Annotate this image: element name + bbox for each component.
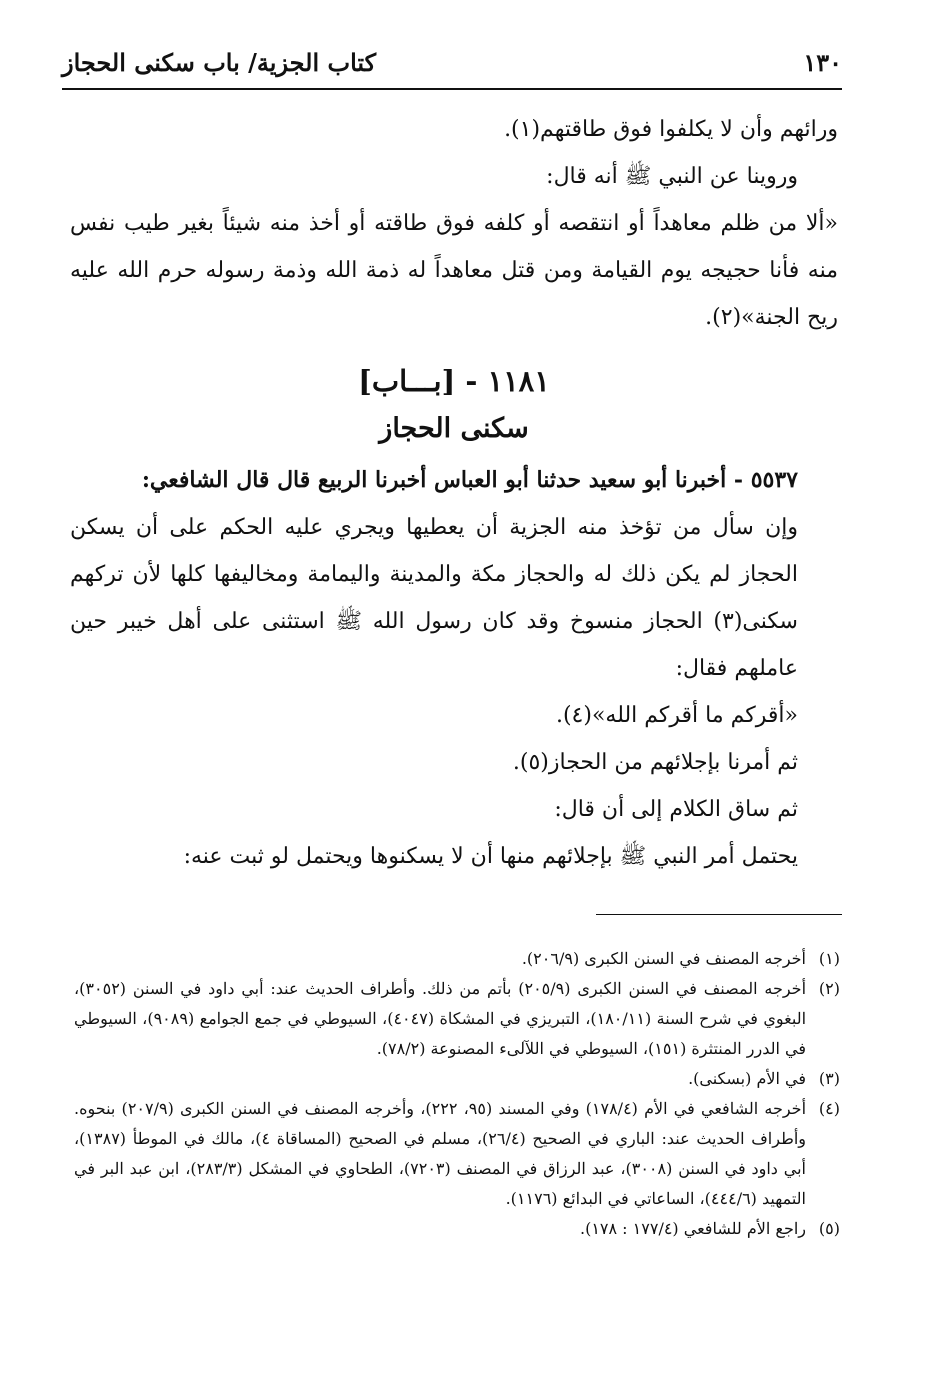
page-number: ١٣٠ xyxy=(803,47,842,77)
chapter-heading: ١١٨١ - [بـــاب] xyxy=(358,364,550,398)
paragraph-1: ورائهم وأن لا يكلفوا فوق طاقتهم(١). xyxy=(504,117,838,142)
footnote-number: (١) xyxy=(818,949,840,968)
paragraph-7: ثم أمرنا بإجلائهم من الحجاز(٥). xyxy=(512,750,798,775)
footnote-number: (٤) xyxy=(818,1099,840,1118)
footnote-text: راجع الأم للشافعي (١٧٧/٤ : ١٧٨). xyxy=(579,1219,806,1238)
paragraph-8: ثم ساق الكلام إلى أن قال: xyxy=(554,797,798,822)
narration-chain: ٥٥٣٧ - أخبرنا أبو سعيد حدثنا أبو العباس أخبرنا الربيع قال قال الشافعي: xyxy=(141,467,798,493)
running-title: كتاب الجزية/ باب سكنى الحجاز xyxy=(62,47,377,77)
header-rule xyxy=(62,88,842,90)
footnote xyxy=(74,944,840,974)
footnote xyxy=(74,1214,840,1244)
chapter-title: سكنى الحجاز xyxy=(379,413,529,444)
footnote-number: (٢) xyxy=(818,979,840,998)
footnote-number: (٣) xyxy=(818,1069,840,1088)
paragraph-9: يحتمل أمر النبي ﷺ بإجلائهم منها أن لا يسكنوها ويحتمل لو ثبت عنه: xyxy=(183,844,798,869)
paragraph-5: وإن سأل من تؤخذ منه الجزية أن يعطيها ويجري عليه الحكم على أن يسكن الحجاز لم يكن ذلك له والحجاز مكة والمدينة واليمامة ومخاليفها كلها لأن تركهم سكنى(٣) الحجاز منسوخ وقد كان رسول الله ﷺ استثنى على أهل خيبر حين عاملهم فقال: xyxy=(70,515,798,681)
footnote xyxy=(74,974,840,1064)
paragraph-2: وروينا عن النبي ﷺ أنه قال: xyxy=(546,164,798,189)
hadith-quote: «ألا من ظلم معاهداً أو انتقصه أو كلفه فوق طاقته أو أخذ منه شيئاً بغير طيب نفس منه فأنا حجيجه يوم القيامة ومن قتل معاهداً له ذمة الله وذمة رسوله حرم الله عليه ريح الجنة»(٢). xyxy=(70,211,838,330)
footnote-rule xyxy=(596,914,842,915)
footnote-number: (٥) xyxy=(818,1219,840,1238)
main-text xyxy=(70,106,838,880)
footnote xyxy=(74,1064,840,1094)
paragraph-6: «أقركم ما أقركم الله»(٤). xyxy=(555,703,798,728)
footnote xyxy=(74,1094,840,1214)
footnote-text: أخرجه المصنف في السنن الكبرى (٢٠٥/٩) بأتم من ذلك. وأطراف الحديث عند: أبي داود في السنن (٣٠٥٢)، البغوي في شرح السنة (١٨٠/١١)، التبريزي في المشكاة (٤٠٤٧)، السيوطي في جمع الجوامع (٩٠٨٩)، السيوطي في الدرر المنتثرة (١٥١)، السيوطي في اللآلىء المصنوعة (٧٨/٢). xyxy=(74,979,807,1058)
footnote-text: أخرجه المصنف في السنن الكبرى (٢٠٦/٩). xyxy=(521,949,806,968)
footnote-text: في الأم (بسكنى). xyxy=(688,1069,806,1088)
footnotes xyxy=(74,944,840,1244)
footnote-text: أخرجه الشافعي في الأم (١٧٨/٤) وفي المسند (٩٥، ٢٢٢)، وأخرجه المصنف في السنن الكبرى (٢٠٧/٩) بنحوه. وأطراف الحديث عند: الباري في الصحيح (٢٦/٤)، مسلم في الصحيح (المساقاة ٤)، مالك في الموطأ (١٣٨٧)، أبي داود في السنن (٣٠٠٨)، عبد الرزاق في المصنف (٧٢٠٣)، الطحاوي في المشكل (٢٨٣/٣)، ابن عبد البر في التمهيد (٤٤٤/٦)، الساعاتي في البدائع (١١٧٦). xyxy=(74,1099,807,1208)
page-header xyxy=(62,40,842,84)
